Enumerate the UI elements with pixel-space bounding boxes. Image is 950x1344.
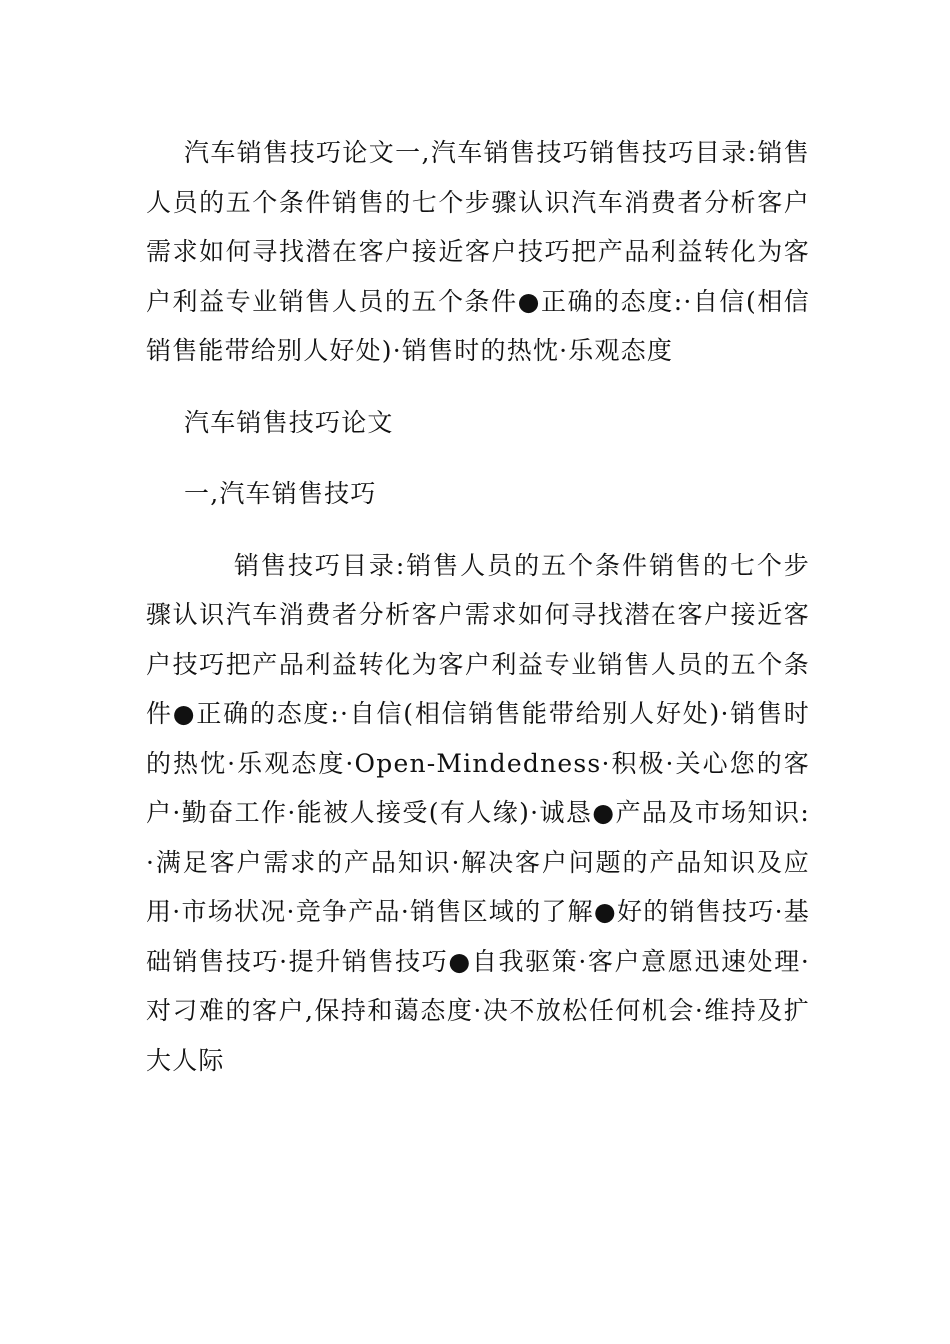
intro-paragraph: 汽车销售技巧论文一,汽车销售技巧销售技巧目录:销售人员的五个条件销售的七个步骤认识汽车消费者分析客户需求如何寻找潜在客户接近客户技巧把产品利益转化为客户利益专业销售人员的五个条件●正确的态度:·自信(相信销售能带给别人好处)·销售时的热忱·乐观态度: [146, 138, 810, 365]
document-title: 汽车销售技巧论文: [184, 407, 394, 437]
document-content: [146, 128, 810, 1085]
body-paragraph: 销售技巧目录:销售人员的五个条件销售的七个步骤认识汽车消费者分析客户需求如何寻找潜在客户接近客户技巧把产品利益转化为客户利益专业销售人员的五个条件●正确的态度:·自信(相信销售能带给别人好处)·销售时的热忱·乐观态度·Open-Mindedness·积极·关心您的客户·勤奋工作·能被人接受(有人缘)·诚恳●产品及市场知识:·满足客户需求的产品知识·解决客户问题的产品知识及应用·市场状况·竞争产品·销售区域的了解●好的销售技巧·基础销售技巧·提升销售技巧●自我驱策·客户意愿迅速处理·对刁难的客户,保持和蔼态度·决不放松任何机会·维持及扩大人际: [146, 550, 810, 1075]
section-heading: 一,汽车销售技巧: [184, 479, 377, 508]
